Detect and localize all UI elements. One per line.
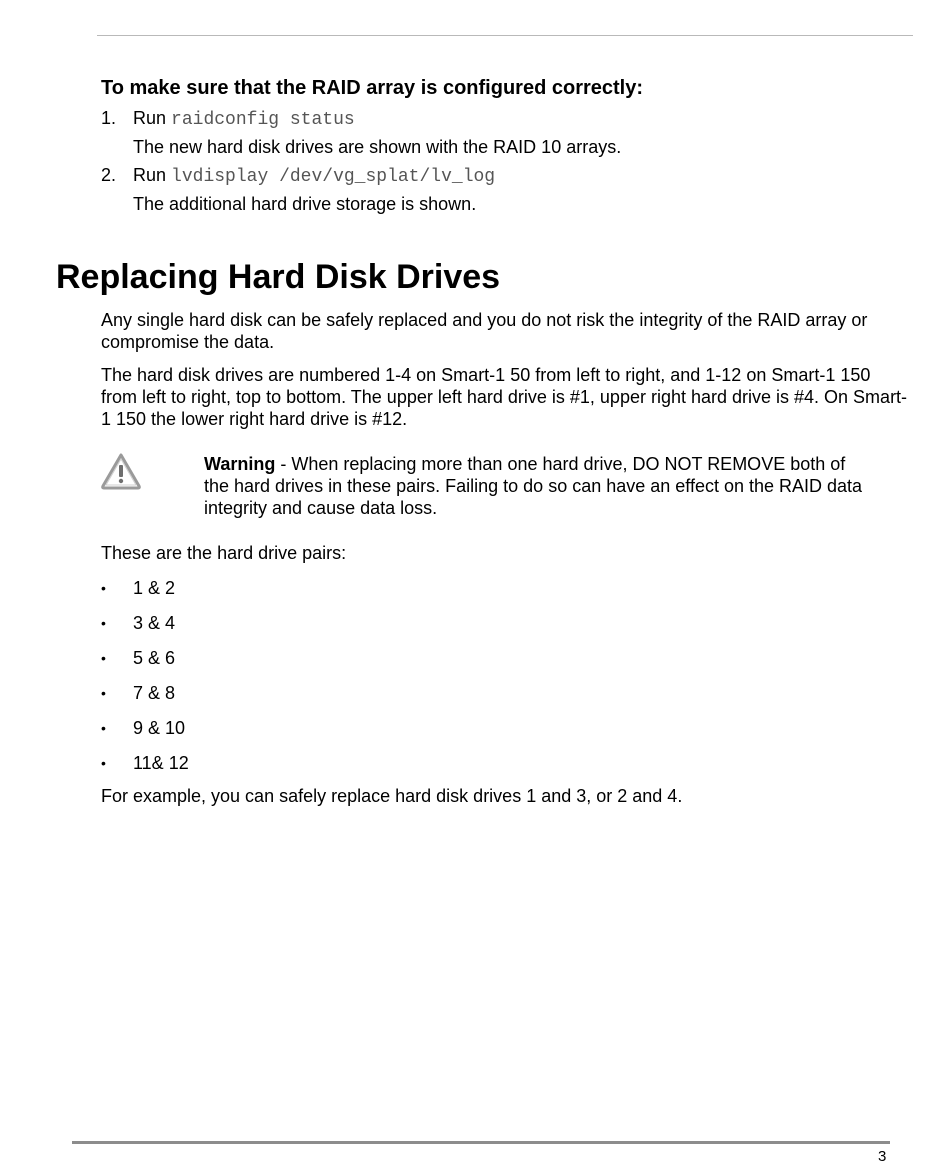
drive-pair: 1 & 2: [133, 578, 176, 598]
step-command: raidconfig status: [171, 110, 355, 130]
step-command: lvdisplay /dev/vg_splat/lv_log: [171, 167, 496, 187]
bullet-icon: •: [101, 650, 106, 666]
drive-pair: 11& 12: [133, 753, 189, 773]
drive-pair: 7 & 8: [133, 683, 176, 703]
warning-body: - When replacing more than one hard drive, DO NOT REMOVE both of the hard drives in these pairs. Failing to do so can have an effect on the RAID data integrity and cause data loss.: [204, 454, 863, 518]
page-number: 3: [878, 1148, 887, 1165]
step-number: 1.: [101, 108, 117, 128]
bullet-icon: •: [101, 755, 106, 771]
warning-message: [204, 453, 864, 519]
warning-triangle-icon: [100, 452, 142, 490]
step-result: The additional hard drive storage is shown.: [133, 194, 477, 214]
bullet-icon: •: [101, 580, 106, 596]
bullet-icon: •: [101, 685, 106, 701]
step-number: 2.: [101, 165, 117, 185]
step-action: Run: [133, 165, 167, 185]
step-instruction: [133, 163, 495, 189]
pairs-intro: These are the hard drive pairs:: [101, 543, 347, 563]
drive-pair: 5 & 6: [133, 648, 176, 668]
warning-label: Warning: [204, 454, 276, 474]
drive-pair: 3 & 4: [133, 613, 176, 633]
step-action: Run: [133, 108, 167, 128]
numbering-paragraph: The hard disk drives are numbered 1-4 on Smart-1 50 from left to right, and 1-12 on Smart-1 150 from left to right, top to bottom. The upper left hard drive is #1, upper right hard drive is #4. On Smart-1 150 the lower right hard drive is #12.: [101, 365, 908, 429]
drive-pair: 9 & 10: [133, 718, 186, 738]
bullet-icon: •: [101, 615, 106, 631]
step-instruction: [133, 106, 355, 132]
footer-divider: [72, 1141, 890, 1144]
section-title: Replacing Hard Disk Drives: [56, 258, 501, 296]
step-result: The new hard disk drives are shown with the RAID 10 arrays.: [133, 137, 622, 157]
procedure-title: To make sure that the RAID array is configured correctly:: [101, 77, 644, 99]
bullet-icon: •: [101, 720, 106, 736]
intro-paragraph: Any single hard disk can be safely replaced and you do not risk the integrity of the RAID array or compromise the data.: [101, 310, 868, 352]
header-divider: [97, 35, 913, 36]
example-paragraph: For example, you can safely replace hard disk drives 1 and 3, or 2 and 4.: [101, 786, 683, 806]
